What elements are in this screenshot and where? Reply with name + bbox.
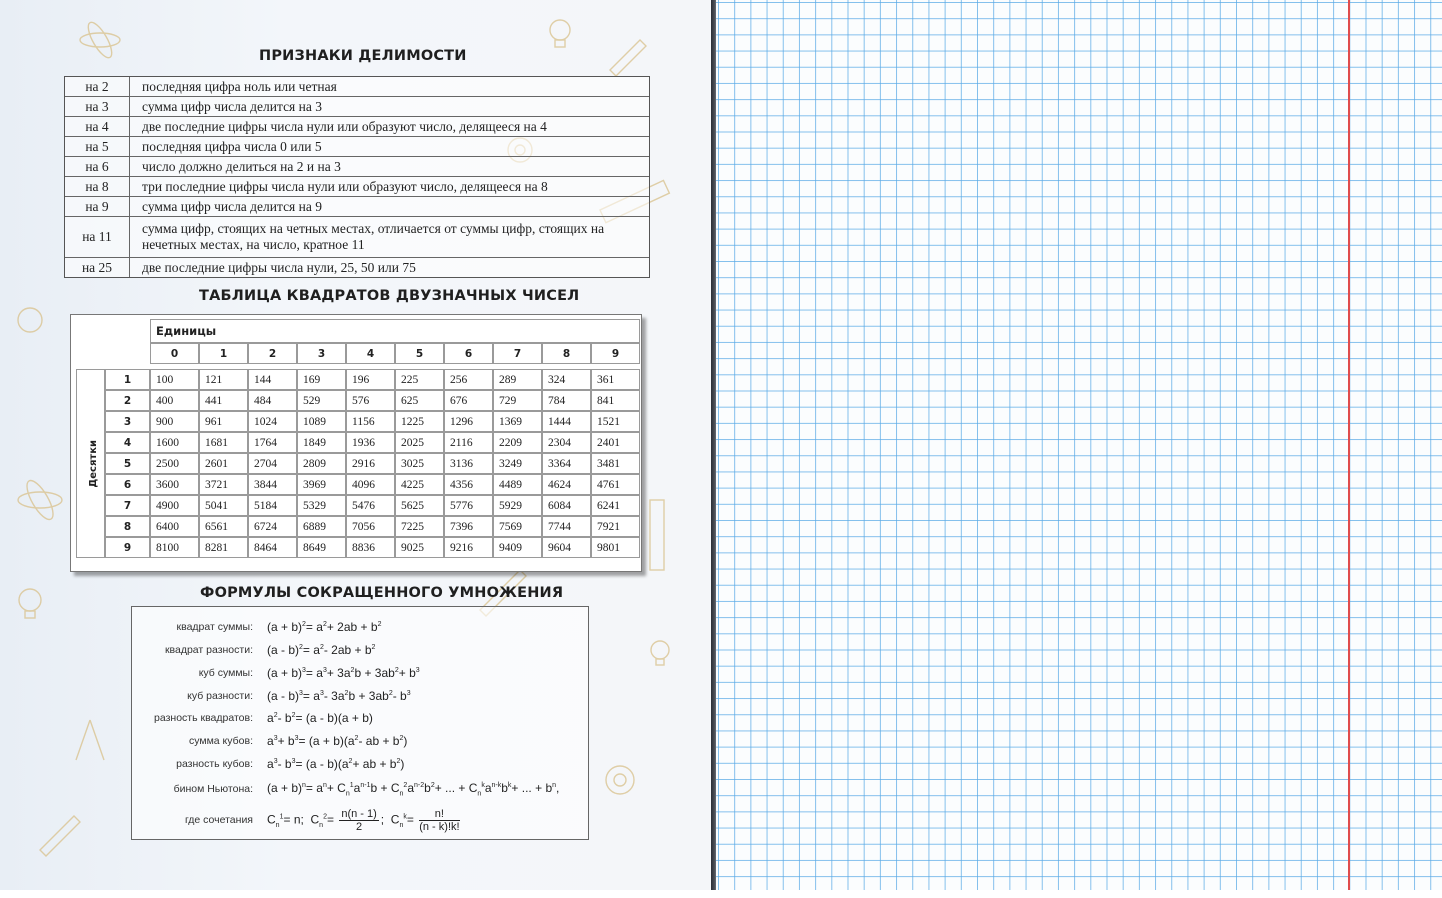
divisor-label: на 25 <box>65 258 130 277</box>
divisibility-title: ПРИЗНАКИ ДЕЛИМОСТИ <box>259 48 467 64</box>
square-value: 4761 <box>591 474 640 495</box>
grid-page <box>716 0 1442 890</box>
square-value: 1764 <box>248 432 297 453</box>
square-value: 1936 <box>346 432 395 453</box>
square-value: 256 <box>444 369 493 390</box>
unit-digit-header: 2 <box>248 343 297 364</box>
square-value: 2809 <box>297 453 346 474</box>
formula-row <box>132 753 588 775</box>
square-value: 6561 <box>199 516 248 537</box>
lightbulb-icon <box>550 20 570 47</box>
table-row <box>76 432 640 453</box>
formula-row <box>132 707 588 729</box>
square-value: 841 <box>591 390 640 411</box>
square-value: 4624 <box>542 474 591 495</box>
square-value: 576 <box>346 390 395 411</box>
square-value: 3969 <box>297 474 346 495</box>
square-value: 2916 <box>346 453 395 474</box>
table-row <box>76 390 640 411</box>
square-value: 9801 <box>591 537 640 558</box>
bottom-strip <box>0 890 1442 898</box>
square-value: 7569 <box>493 516 542 537</box>
divisibility-rule: сумма цифр числа делится на 3 <box>142 98 322 114</box>
pencil-icon <box>40 816 80 856</box>
gear-icon <box>18 308 42 332</box>
tens-digit-header: 7 <box>105 495 150 516</box>
square-value: 1369 <box>493 411 542 432</box>
formula-row <box>132 805 588 835</box>
square-value: 9216 <box>444 537 493 558</box>
unit-digit-header: 9 <box>591 343 640 364</box>
unit-digit-header: 5 <box>395 343 444 364</box>
divisor-label: на 8 <box>65 177 130 196</box>
units-header: Единицы <box>150 319 640 343</box>
formula-label: куб суммы: <box>198 667 253 679</box>
square-value: 400 <box>150 390 199 411</box>
ruler-icon <box>650 500 664 570</box>
divisibility-row <box>65 137 649 157</box>
squares-table-card <box>70 314 642 572</box>
left-page <box>0 0 713 890</box>
tens-header <box>76 369 105 558</box>
divisibility-rule: сумма цифр, стоящих на четных местах, отличается от суммы цифр, стоящих на нечетных местах, на число, кратное 11 <box>142 221 605 252</box>
divisibility-rule: последняя цифра числа 0 или 5 <box>142 138 322 154</box>
square-value: 5625 <box>395 495 444 516</box>
square-value: 9409 <box>493 537 542 558</box>
square-value: 3844 <box>248 474 297 495</box>
square-value: 6724 <box>248 516 297 537</box>
pencil-icon <box>610 40 646 76</box>
square-value: 2500 <box>150 453 199 474</box>
square-value: 1444 <box>542 411 591 432</box>
unit-digit-header: 7 <box>493 343 542 364</box>
formula-expression: $(a + b)^3= a^3+ 3a^2b + 3ab^2+ b^3$ <box>267 666 420 680</box>
formula-label: куб разности: <box>187 690 253 702</box>
square-value: 2704 <box>248 453 297 474</box>
unit-digit-header: 8 <box>542 343 591 364</box>
square-value: 7396 <box>444 516 493 537</box>
table-corner <box>76 319 150 343</box>
divisibility-table <box>64 76 650 278</box>
table-row <box>76 474 640 495</box>
square-value: 4096 <box>346 474 395 495</box>
formulas-box <box>131 606 589 840</box>
divisibility-row <box>65 177 649 197</box>
square-value: 5776 <box>444 495 493 516</box>
atom-icon <box>80 19 120 61</box>
unit-digit-header: 4 <box>346 343 395 364</box>
gear-icon <box>606 766 634 794</box>
divisor-label: на 11 <box>65 217 130 257</box>
formula-row <box>132 616 588 638</box>
square-value: 8100 <box>150 537 199 558</box>
formula-expression: $(a + b)^2= a^2+ 2ab + b^2$ <box>267 620 382 634</box>
square-value: 961 <box>199 411 248 432</box>
divisibility-row <box>65 217 649 258</box>
square-value: 6889 <box>297 516 346 537</box>
square-value: 729 <box>493 390 542 411</box>
tens-digit-header: 3 <box>105 411 150 432</box>
formula-row <box>132 685 588 707</box>
square-value: 196 <box>346 369 395 390</box>
square-value: 8281 <box>199 537 248 558</box>
divisibility-row <box>65 157 649 177</box>
square-value: 2116 <box>444 432 493 453</box>
divisor-label: на 5 <box>65 137 130 156</box>
formula-row <box>132 778 588 800</box>
formula-label: разность кубов: <box>176 758 253 770</box>
tens-digit-header: 8 <box>105 516 150 537</box>
divisibility-rule: три последние цифры числа нули или образуют число, делящееся на 8 <box>142 178 548 194</box>
margin-line <box>1348 0 1350 890</box>
unit-digit-header: 6 <box>444 343 493 364</box>
formula-label: квадрат разности: <box>164 644 253 656</box>
square-value: 2401 <box>591 432 640 453</box>
table-row <box>76 453 640 474</box>
formulas-title: ФОРМУЛЫ СОКРАЩЕННОГО УМНОЖЕНИЯ <box>200 585 564 601</box>
square-value: 1521 <box>591 411 640 432</box>
square-value: 8836 <box>346 537 395 558</box>
square-value: 7744 <box>542 516 591 537</box>
square-value: 625 <box>395 390 444 411</box>
square-value: 100 <box>150 369 199 390</box>
tens-digit-header: 6 <box>105 474 150 495</box>
divisor-label: на 6 <box>65 157 130 176</box>
square-value: 4900 <box>150 495 199 516</box>
formula-row <box>132 639 588 661</box>
square-value: 3600 <box>150 474 199 495</box>
unit-digit-header: 3 <box>297 343 346 364</box>
square-value: 5929 <box>493 495 542 516</box>
squares-table <box>76 319 640 558</box>
table-row <box>76 537 640 558</box>
square-value: 676 <box>444 390 493 411</box>
square-value: 6084 <box>542 495 591 516</box>
divisibility-rule: сумма цифр числа делится на 9 <box>142 198 322 214</box>
divisor-label: на 4 <box>65 117 130 136</box>
formula-expression: $a^3-$ $b^3= (a - b)(a^2+$ ab + $b^2$) <box>267 757 405 771</box>
compass-icon <box>76 720 104 760</box>
square-value: 1681 <box>199 432 248 453</box>
square-value: 9604 <box>542 537 591 558</box>
formula-label: сумма кубов: <box>188 735 253 747</box>
square-value: 8464 <box>248 537 297 558</box>
square-value: 7225 <box>395 516 444 537</box>
square-value: 5329 <box>297 495 346 516</box>
tens-digit-header: 9 <box>105 537 150 558</box>
formula-label: квадрат суммы: <box>176 621 253 633</box>
square-value: 7921 <box>591 516 640 537</box>
square-value: 3249 <box>493 453 542 474</box>
square-value: 441 <box>199 390 248 411</box>
table-row <box>76 516 640 537</box>
square-value: 121 <box>199 369 248 390</box>
square-value: 3721 <box>199 474 248 495</box>
square-value: 784 <box>542 390 591 411</box>
lightbulb-icon <box>19 589 41 618</box>
square-value: 7056 <box>346 516 395 537</box>
square-value: 3136 <box>444 453 493 474</box>
divisibility-row <box>65 97 649 117</box>
divisibility-rule: последняя цифра ноль или четная <box>142 78 337 94</box>
divisor-label: на 9 <box>65 197 130 216</box>
square-value: 1296 <box>444 411 493 432</box>
square-value: 900 <box>150 411 199 432</box>
tens-digit-header: 2 <box>105 390 150 411</box>
formula-expression: $a^3+ b^3= (a + b)(a^2-$ ab + $b^2$) <box>267 734 408 748</box>
square-value: 6241 <box>591 495 640 516</box>
formula-label: где сочетания <box>184 814 253 826</box>
square-value: 1024 <box>248 411 297 432</box>
tens-digit-header: 4 <box>105 432 150 453</box>
square-value: 6400 <box>150 516 199 537</box>
tens-label: Десятки <box>87 439 99 488</box>
formula-expression: $a^2-$ $b^2= (a - b)(a + b)$ <box>267 711 373 725</box>
divisibility-row <box>65 258 649 277</box>
square-value: 2304 <box>542 432 591 453</box>
square-value: 529 <box>297 390 346 411</box>
lightbulb-icon <box>651 641 669 665</box>
square-value: 2025 <box>395 432 444 453</box>
formula-row <box>132 730 588 752</box>
atom-icon <box>18 477 62 523</box>
square-value: 1156 <box>346 411 395 432</box>
formula-expression: $(a - b)^2= a^2-$ $2ab + b^2$ <box>267 643 376 657</box>
formula-expression: $(a - b)^3= a^3-$ $3a^2b + 3ab^2-$ $b^3$ <box>267 689 411 703</box>
unit-digit-header: 0 <box>150 343 199 364</box>
formula-expression: $C_n^1= n$; $C_n^2=$ $\frac{n(n - 1)}{2}$ ; $C_n^k=$ $\frac{n!}{(n - k)!k!}$ <box>267 807 460 833</box>
square-value: 169 <box>297 369 346 390</box>
square-value: 4225 <box>395 474 444 495</box>
square-value: 3025 <box>395 453 444 474</box>
square-value: 4489 <box>493 474 542 495</box>
square-value: 1849 <box>297 432 346 453</box>
tens-digit-header: 5 <box>105 453 150 474</box>
square-value: 8649 <box>297 537 346 558</box>
square-value: 5476 <box>346 495 395 516</box>
square-value: 324 <box>542 369 591 390</box>
squares-title: ТАБЛИЦА КВАДРАТОВ ДВУЗНАЧНЫХ ЧИСЕЛ <box>199 288 580 304</box>
square-value: 484 <box>248 390 297 411</box>
square-value: 1089 <box>297 411 346 432</box>
square-value: 289 <box>493 369 542 390</box>
square-value: 361 <box>591 369 640 390</box>
formula-label: разность квадратов: <box>154 712 253 724</box>
divisibility-row <box>65 77 649 97</box>
square-value: 2601 <box>199 453 248 474</box>
formula-expression: $(a + b)^n= a^n+ C_n^1a^{n-1}b + C_n^2a^{n-2}b^2+$ ... + $C_n^ka^{n-k}b^k+$ ... + $b^n$, <box>267 780 560 798</box>
table-row <box>76 411 640 432</box>
square-value: 3481 <box>591 453 640 474</box>
divisibility-rule: две последние цифры числа нули, 25, 50 или 75 <box>142 259 416 275</box>
square-value: 1600 <box>150 432 199 453</box>
square-value: 1225 <box>395 411 444 432</box>
square-value: 2209 <box>493 432 542 453</box>
formula-row <box>132 662 588 684</box>
divisibility-row <box>65 117 649 137</box>
square-value: 4356 <box>444 474 493 495</box>
table-row <box>76 495 640 516</box>
unit-digit-header: 1 <box>199 343 248 364</box>
square-value: 5041 <box>199 495 248 516</box>
table-corner <box>76 343 150 364</box>
tens-digit-header: 1 <box>105 369 150 390</box>
divisor-label: на 2 <box>65 77 130 96</box>
square-value: 3364 <box>542 453 591 474</box>
divisibility-rule: число должно делиться на 2 и на 3 <box>142 158 341 174</box>
divisor-label: на 3 <box>65 97 130 116</box>
square-value: 144 <box>248 369 297 390</box>
formula-label: бином Ньютона: <box>173 783 253 795</box>
square-value: 5184 <box>248 495 297 516</box>
square-value: 225 <box>395 369 444 390</box>
table-row <box>76 369 640 390</box>
square-value: 9025 <box>395 537 444 558</box>
divisibility-rule: две последние цифры числа нули или образуют число, делящееся на 4 <box>142 118 547 134</box>
divisibility-row <box>65 197 649 217</box>
